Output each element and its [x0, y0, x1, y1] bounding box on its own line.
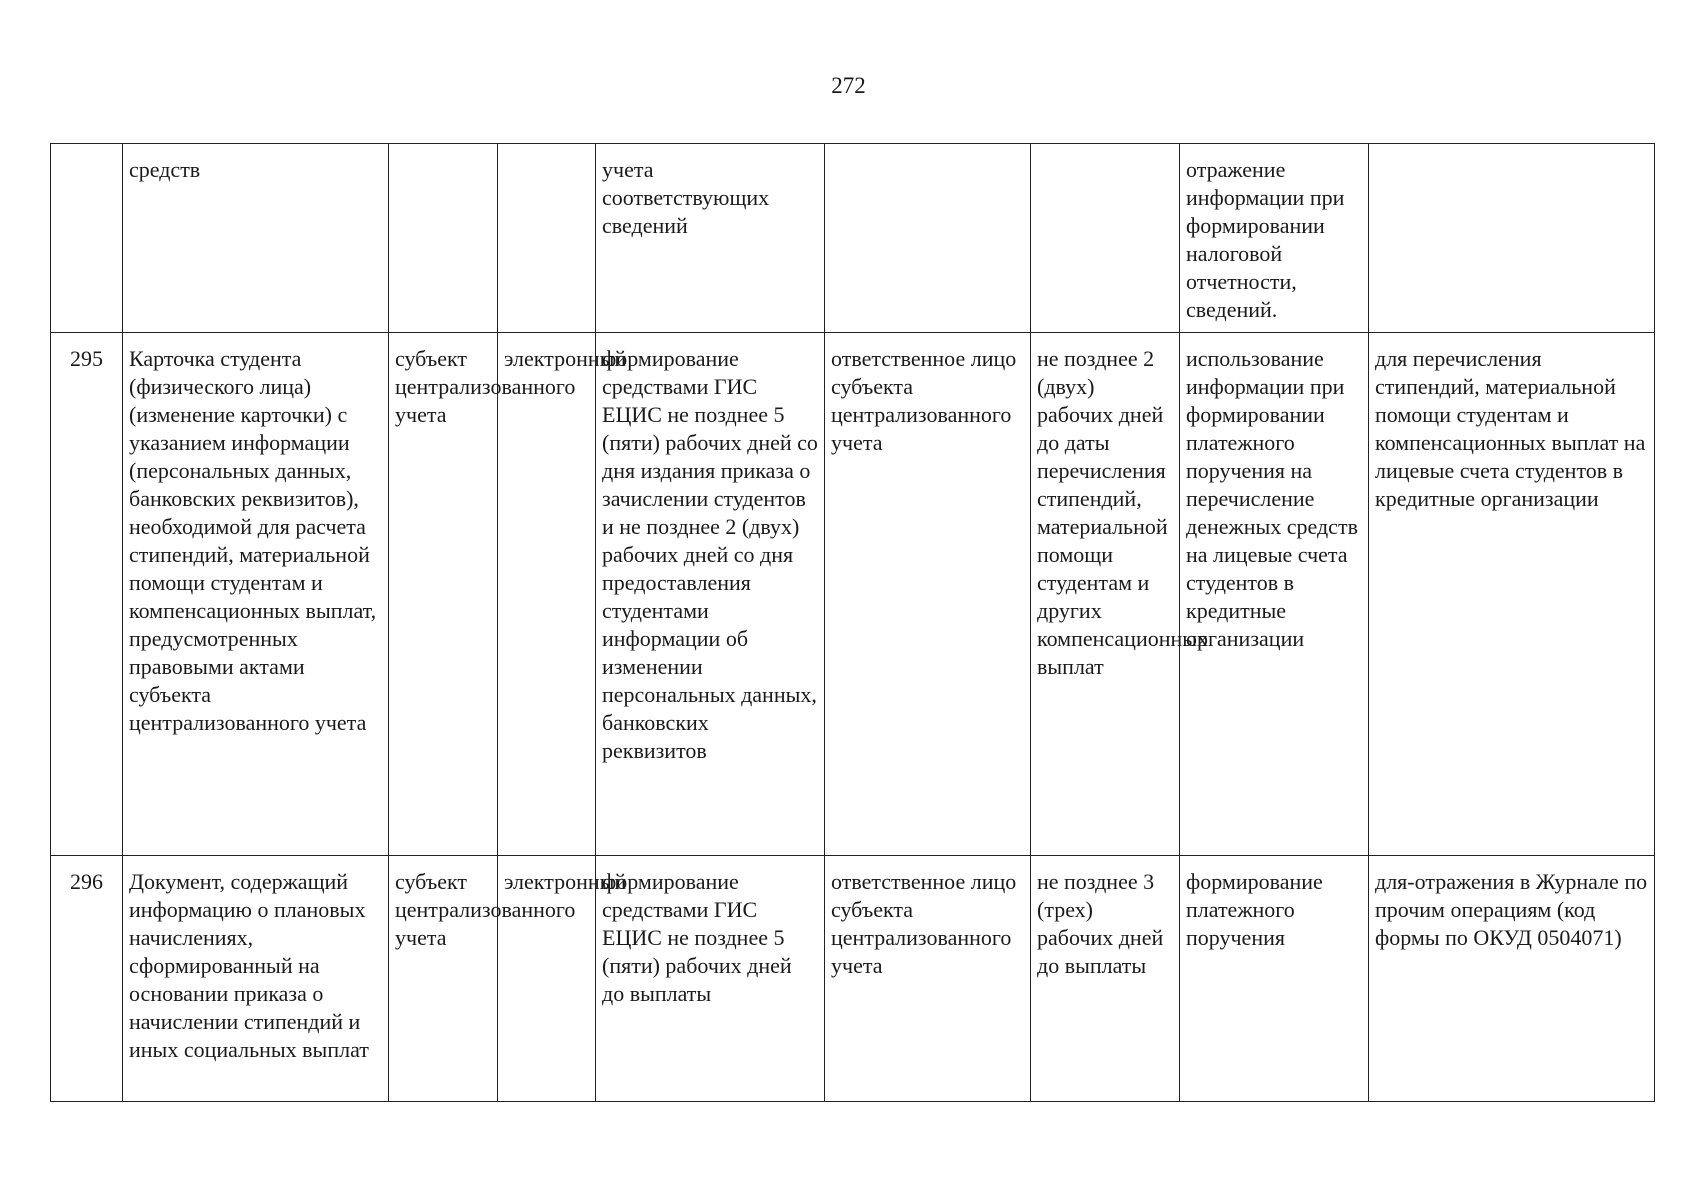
usage-cell: использование информации при формировании платежного поручения на перечисление денежных средств на лицевые счета студентов в кредитные организации: [1180, 333, 1369, 856]
row-number-cell: 296: [51, 856, 123, 1102]
timing-cell: формирование средствами ГИС ЕЦИС не позднее 5 (пяти) рабочих дней со дня издания приказа о зачислении студентов и не позднее 2 (двух) рабочих дней со дня предоставления студентами информации об изменении персональных данных, банковских реквизитов: [596, 333, 825, 856]
preparer-cell: субъект централизованного учета: [389, 856, 498, 1102]
form-cell: [498, 144, 596, 333]
row-number-cell: 295: [51, 333, 123, 856]
form-cell: электронный: [498, 333, 596, 856]
document-name-cell: Документ, содержащий информацию о плановых начислениях, сформированный на основании приказа о начислении стипендий и иных социальных выплат: [123, 856, 389, 1102]
responsible-cell: ответственное лицо субъекта централизованного учета: [825, 856, 1031, 1102]
form-cell: электронный: [498, 856, 596, 1102]
usage-cell: формирование платежного поручения: [1180, 856, 1369, 1102]
document-name-cell: средств: [123, 144, 389, 333]
preparer-cell: субъект централизованного учета: [389, 333, 498, 856]
table-row-296: [51, 856, 1655, 1102]
row-number-cell: [51, 144, 123, 333]
page-number: 272: [831, 73, 866, 98]
table-row-continuation: [51, 144, 1655, 333]
purpose-cell: для перечисления стипендий, материальной помощи студентам и компенсационных выплат на лицевые счета студентов в кредитные организации: [1369, 333, 1655, 856]
purpose-cell: [1369, 144, 1655, 333]
responsible-cell: ответственное лицо субъекта централизованного учета: [825, 333, 1031, 856]
deadline-cell: [1031, 144, 1180, 333]
document-name-cell: Карточка студента (физического лица) (изменение карточки) с указанием информации (персональных данных, банковских реквизитов), необходимой для расчета стипендий, материальной помощи студентам и компенсационных выплат, предусмотренных правовыми актами субъекта централизованного учета: [123, 333, 389, 856]
responsible-cell: [825, 144, 1031, 333]
purpose-cell: для-отражения в Журнале по прочим операциям (код формы по ОКУД 0504071): [1369, 856, 1655, 1102]
timing-cell: учета соответствующих сведений: [596, 144, 825, 333]
deadline-cell: не позднее 2 (двух) рабочих дней до даты перечисления стипендий, материальной помощи студентам и других компенсационных выплат: [1031, 333, 1180, 856]
preparer-cell: [389, 144, 498, 333]
register-table: [50, 143, 1655, 1102]
usage-cell: отражение информации при формировании налоговой отчетности, сведений.: [1180, 144, 1369, 333]
timing-cell: формирование средствами ГИС ЕЦИС не позднее 5 (пяти) рабочих дней до выплаты: [596, 856, 825, 1102]
table-row-295: [51, 333, 1655, 856]
deadline-cell: не позднее 3 (трех) рабочих дней до выплаты: [1031, 856, 1180, 1102]
